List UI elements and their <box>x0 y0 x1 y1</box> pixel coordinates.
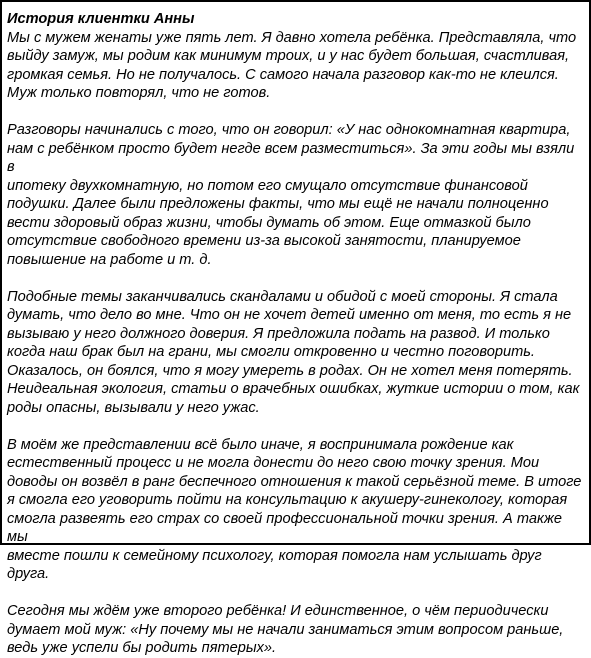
text-line: повышение на работе и т. д. <box>7 251 212 268</box>
story-paragraph <box>7 29 585 103</box>
text-line: Разговоры начинались с того, что он говорил: «У нас однокомнатная квартира, <box>7 122 571 138</box>
text-line: я смогла его уговорить пойти на консультацию к акушеру-гинекологу, которая <box>7 492 568 508</box>
text-line: Оказалось, он боялся, что я могу умереть в родах. Он не хотел меня потерять. <box>7 362 573 379</box>
story-title: История клиентки Анны <box>7 11 195 27</box>
story-paragraph <box>7 121 585 269</box>
text-line: громкая семья. Но не получалось. С самого начала разговор как-то не клеился. <box>7 66 559 83</box>
text-line: Подобные темы заканчивались скандалами и обидой с моей стороны. Я стала <box>7 288 558 305</box>
text-line: думает мой муж: «Ну почему мы не начали заниматься этим вопросом раньше, <box>7 621 564 638</box>
text-line: думать, что дело во мне. Что он не хочет детей именно от меня, то есть я не <box>7 307 572 323</box>
story-paragraph <box>7 436 585 584</box>
text-line: Неидеальная экология, статьи о врачебных ошибках, жуткие истории о том, как <box>7 381 580 397</box>
story-body <box>7 29 585 658</box>
story-paragraph <box>7 288 585 418</box>
text-line: вызываю у него должного доверия. Я предложила подать на развод. И только <box>7 325 550 342</box>
text-line: В моём же представлении всё было иначе, я воспринимала рождение как <box>7 436 514 453</box>
text-line: подушки. Далее были предложены факты, что мы ещё не начали полноценно <box>7 196 549 212</box>
text-line: вести здоровый образ жизни, чтобы думать об этом. Еще отмазкой было <box>7 214 531 231</box>
text-line: отсутствие свободного времени из-за высокой занятости, планируемое <box>7 233 521 249</box>
text-line: Сегодня мы ждём уже второго ребёнка! И единственное, о чём периодически <box>7 603 549 619</box>
text-line: нам с ребёнком просто будет негде всем разместиться». За эти годы мы взяли в <box>7 140 575 175</box>
text-line: выйду замуж, мы родим как минимум троих, и у нас будет большая, счастливая, <box>7 48 570 64</box>
text-line: вместе пошли к семейному психологу, которая помогла нам услышать друг друга. <box>7 547 542 582</box>
text-line: Мы с мужем женаты уже пять лет. Я давно хотела ребёнка. Представляла, что <box>7 29 577 46</box>
story-text <box>7 10 585 658</box>
text-line: ипотеку двухкомнатную, но потом его смущало отсутствие финансовой <box>7 177 528 194</box>
text-line: ведь уже успели бы родить пятерых». <box>7 640 277 656</box>
text-line: доводы он возвёл в ранг беспечного отношения к такой серьёзной теме. В итоге <box>7 473 582 490</box>
text-line: Муж только повторял, что не готов. <box>7 85 271 101</box>
text-line: смогла развеять его страх со своей профессиональной точки зрения. А также мы <box>7 510 562 545</box>
story-paragraph <box>7 602 585 658</box>
text-line: когда наш брак был на грани, мы смогли откровенно и честно поговорить. <box>7 344 535 360</box>
text-line: роды опасны, вызывали у него ужас. <box>7 399 260 416</box>
text-line: естественный процесс и не могла донести до него свою точку зрения. Мои <box>7 455 540 471</box>
